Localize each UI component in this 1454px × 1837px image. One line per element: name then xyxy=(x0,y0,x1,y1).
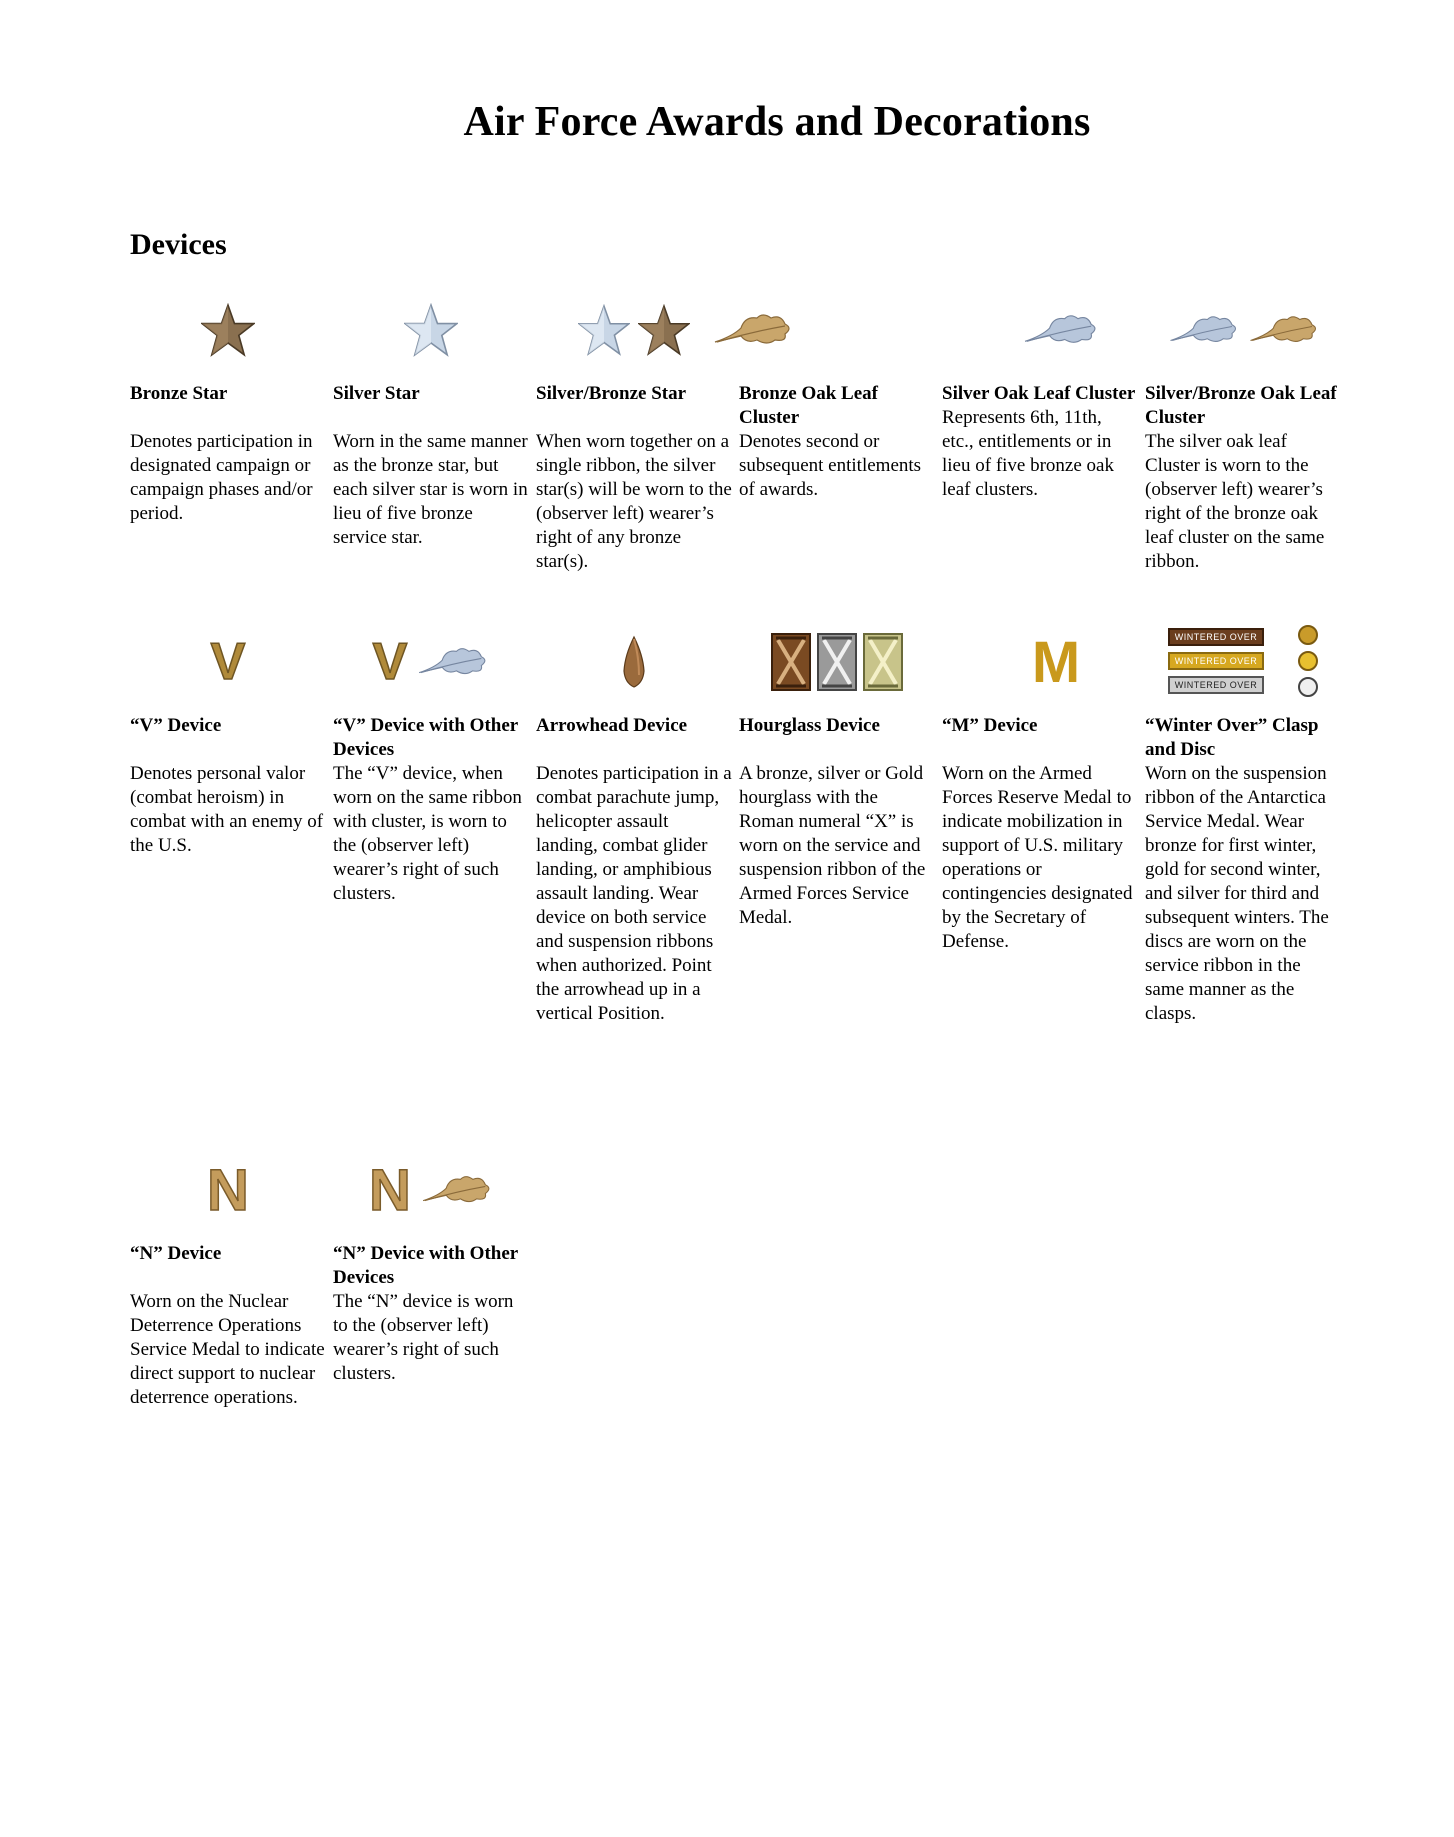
bronze-star-icon xyxy=(201,303,255,357)
device-name: “M” Device xyxy=(942,715,1038,736)
device-bronze-star xyxy=(130,300,326,526)
device-icons xyxy=(333,1157,529,1223)
device-description: Worn on the Armed Forces Reserve Medal to indicate mobilization in support of U.S. military operations or contingencies designated by the Secretary of Defense. xyxy=(942,763,1133,952)
device-description: Worn in the same manner as the bronze star, but each silver star is worn in lieu of five bronze service star. xyxy=(333,431,528,548)
silver-disc xyxy=(1298,677,1318,697)
device-name: Arrowhead Device xyxy=(536,715,688,736)
device-description: The “N” device is worn to the (observer left) wearer’s right of such clusters. xyxy=(333,1291,514,1384)
silver-clasp: WINTERED OVER xyxy=(1168,676,1264,694)
bronze-oak-leaf-icon xyxy=(419,1174,493,1206)
device-v-device-with-others xyxy=(333,632,529,906)
device-name: “N” Device with Other Devices xyxy=(333,1243,518,1288)
bronze-oak-leaf-icon xyxy=(711,312,793,348)
device-hourglass xyxy=(739,632,935,930)
device-description: Worn on the suspension ribbon of the Antarctica Service Medal. Wear bronze for first winter, gold for second winter, and silver for third and subsequent winters. The discs are worn on the service ribbon in the same manner as the clasps. xyxy=(1145,763,1329,1024)
device-icons xyxy=(130,300,326,360)
m-device-icon: M xyxy=(1031,629,1081,695)
bronze-disc xyxy=(1298,625,1318,645)
device-silver-oak-leaf-cluster xyxy=(942,300,1138,502)
silver-star-icon xyxy=(578,304,630,356)
device-description: Denotes second or subsequent entitlements of awards. xyxy=(739,431,922,500)
device-m-device xyxy=(942,629,1138,954)
device-description: Denotes participation in designated campaign or campaign phases and/or period. xyxy=(130,431,313,524)
device-arrowhead xyxy=(536,632,732,1026)
device-name: “V” Device with Other Devices xyxy=(333,715,518,760)
silver-hourglass-icon xyxy=(816,632,858,692)
bronze-oak-leaf-icon xyxy=(1247,314,1319,346)
device-icons xyxy=(130,632,326,692)
n-device-icon: N xyxy=(369,1157,411,1223)
device-description: The silver oak leaf Cluster is worn to the (observer left) wearer’s right of the bronze oak leaf cluster on the same ribbon. xyxy=(1145,431,1325,572)
device-icons xyxy=(536,300,732,360)
silver-oak-leaf-icon xyxy=(415,646,489,678)
device-description: Denotes personal valor (combat heroism) in combat with an enemy of the U.S. xyxy=(130,763,324,856)
arrowhead-icon xyxy=(621,635,647,689)
bronze-hourglass-icon xyxy=(770,632,812,692)
v-device-icon: V xyxy=(372,633,408,691)
device-description: Worn on the Nuclear Deterrence Operations Service Medal to indicate direct support to nuclear deterrence operations. xyxy=(130,1291,325,1408)
device-icons xyxy=(333,632,529,692)
device-n-device-with-others xyxy=(333,1157,529,1386)
device-icons xyxy=(739,632,935,692)
device-name: “N” Device xyxy=(130,1243,222,1264)
gold-clasp: WINTERED OVER xyxy=(1168,652,1264,670)
device-name: Bronze Oak Leaf Cluster xyxy=(739,383,878,428)
device-name: Bronze Star xyxy=(130,383,228,404)
n-device-icon: N xyxy=(207,1157,249,1223)
device-description: A bronze, silver or Gold hourglass with the Roman numeral “X” is worn on the service and suspension ribbon of the Armed Forces Service Medal. xyxy=(739,763,926,928)
bronze-star-icon xyxy=(638,304,690,356)
device-name: Silver/Bronze Star xyxy=(536,383,687,404)
device-icons xyxy=(974,629,1138,695)
device-name: Hourglass Device xyxy=(739,715,880,736)
device-icons xyxy=(333,300,529,360)
winter-over-clasp-icon xyxy=(1168,628,1264,694)
silver-oak-leaf-icon xyxy=(1020,313,1100,347)
device-icons xyxy=(1145,618,1341,704)
device-silver-star xyxy=(333,300,529,550)
v-device-icon: V xyxy=(210,633,246,691)
page-title: Air Force Awards and Decorations xyxy=(463,99,1091,145)
silver-star-icon xyxy=(404,303,458,357)
device-silver-bronze-oak-leaf-cluster xyxy=(1145,300,1341,574)
device-name: “Winter Over” Clasp and Disc xyxy=(1145,715,1319,760)
device-name: Silver/Bronze Oak Leaf Cluster xyxy=(1145,383,1337,428)
device-name: Silver Oak Leaf Cluster xyxy=(942,383,1136,404)
silver-oak-leaf-icon xyxy=(1167,314,1239,346)
device-description: When worn together on a single ribbon, the silver star(s) will be worn to the (observer left) wearer’s right of any bronze star(s). xyxy=(536,431,732,572)
device-icons xyxy=(982,300,1138,360)
device-icons xyxy=(1145,300,1341,360)
device-name: “V” Device xyxy=(130,715,222,736)
device-name: Silver Star xyxy=(333,383,420,404)
gold-hourglass-icon xyxy=(862,632,904,692)
device-description: Represents 6th, 11th, etc., entitlements or in lieu of five bronze oak leaf clusters. xyxy=(942,407,1114,500)
device-bronze-oak-leaf-cluster xyxy=(739,300,935,502)
device-icons xyxy=(536,632,732,692)
device-n-device xyxy=(130,1157,326,1410)
device-description: The “V” device, when worn on the same ribbon with cluster, is worn to the (observer left) wearer’s right of such clusters. xyxy=(333,763,522,904)
device-icons xyxy=(711,300,935,360)
device-silver-bronze-star xyxy=(536,300,732,574)
device-winter-over xyxy=(1145,632,1341,1026)
winter-over-disc-icon xyxy=(1298,625,1318,697)
bronze-clasp: WINTERED OVER xyxy=(1168,628,1264,646)
device-description: Denotes participation in a combat parachute jump, helicopter assault landing, combat glider landing, or amphibious assault landing. Wear device on both service and suspension ribbons when authorized. Point the arrowhead up in a vertical Position. xyxy=(536,763,732,1024)
device-icons xyxy=(130,1157,326,1223)
section-heading: Devices xyxy=(130,228,227,261)
gold-disc xyxy=(1298,651,1318,671)
device-v-device xyxy=(130,632,326,858)
